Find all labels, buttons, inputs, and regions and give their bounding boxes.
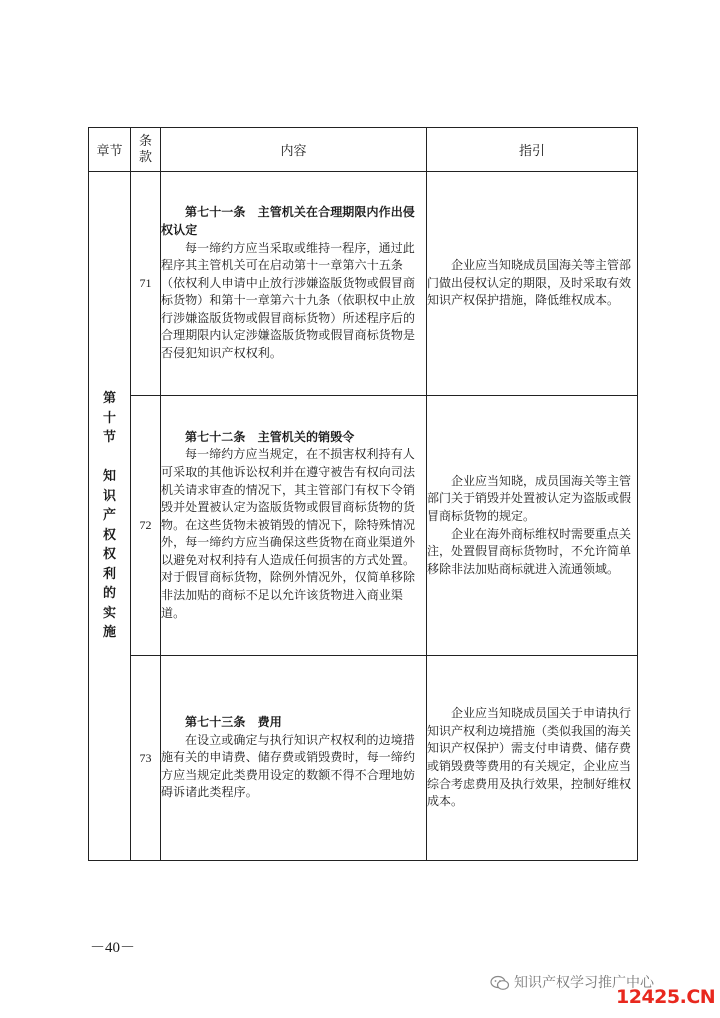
article-body: 每一缔约方应当采取或维持一程序，通过此程序其主管机关可在启动第十一章第六十五条（依权利人申请中止放行涉嫌盗版货物或假冒商标货物）和第十一章第六十九条（依职权中止放行涉嫌盗版货物或假冒商标货物）所述程序后的合理期限内认定涉嫌盗版货物或假冒商标货物是否侵犯知识产权权利。: [161, 240, 416, 361]
guide-paragraph: 企业应当知晓成员国关于申请执行知识产权利边境措施（类似我国的海关知识产权保护）需支付申请费、储存费或销毁费等费用的有关规定，企业应当综合考虑费用及执行效果，控制好维权成本。: [427, 706, 632, 809]
guide-cell: [427, 172, 638, 396]
article-title: 第七十一条 主管机关在合理期限内作出侵权认定: [161, 205, 415, 237]
logo-suffix: .CN: [679, 986, 716, 1008]
chapter-label: 第 十 节 知 识 产 权 权 利 的 实 施: [102, 391, 116, 641]
article-body: 在设立或确定与执行知识产权权利的边境措施有关的申请费、储存费或销毁费时，每一缔约方应当规定此类费用设定的数额不得不合理地妨碍诉诸此类程序。: [161, 732, 416, 800]
header-chapter: 章节: [89, 128, 131, 172]
site-logo: [616, 986, 715, 1008]
wechat-icon: [490, 975, 510, 991]
guide-cell: [427, 396, 638, 656]
watermark-text: 知识产权学习推广中心: [514, 975, 654, 991]
article-content: [161, 396, 427, 656]
guide-paragraph: 企业应当知晓成员国海关等主管部门做出侵权认定的期限，及时采取有效知识产权保护措施，降低维权成本。: [427, 258, 632, 308]
header-guide: 指引: [427, 128, 638, 172]
logo-digits: 12425: [616, 986, 680, 1008]
header-content: 内容: [161, 128, 427, 172]
article-title: 第七十三条 费用: [185, 715, 282, 730]
article-title: 第七十二条 主管机关的销毁令: [185, 429, 355, 444]
article-number: 72: [131, 396, 161, 656]
ip-enforcement-table: [88, 127, 638, 861]
guide-cell: [427, 656, 638, 861]
article-body: 每一缔约方应当规定，在不损害权利持有人可采取的其他诉讼权利并在遵守被告有权向司法机关请求审查的情况下，其主管部门有权下令销毁并处置被认定为盗版货物或假冒商标货物的货物。在这些货物未被销毁的情况下，除特殊情况外，每一缔约方应当确保这些货物在商业渠道外以避免对权利持有人造成任何损害的方式处置。对于假冒商标货物，除例外情况外，仅简单移除非法加贴的商标不足以允许该货物进入商业渠道。: [161, 447, 416, 620]
guide-paragraph: 企业应当知晓，成员国海关等主管部门关于销毁并处置被认定为盗版或假冒商标货物的规定。: [427, 473, 632, 523]
table-header-row: [89, 128, 638, 172]
table-row: [89, 656, 638, 861]
article-number: 73: [131, 656, 161, 861]
table-row: [89, 396, 638, 656]
article-content: [161, 656, 427, 861]
chapter-cell: [89, 172, 131, 861]
page-number: －40－: [90, 940, 136, 956]
article-content: [161, 172, 427, 396]
guide-paragraph: 企业在海外商标维权时需要重点关注，处置假冒商标货物时，不允许简单移除非法加贴商标就进入流通领域。: [427, 526, 632, 576]
header-article: 条 款: [131, 128, 161, 172]
table-row: [89, 172, 638, 396]
article-number: 71: [131, 172, 161, 396]
